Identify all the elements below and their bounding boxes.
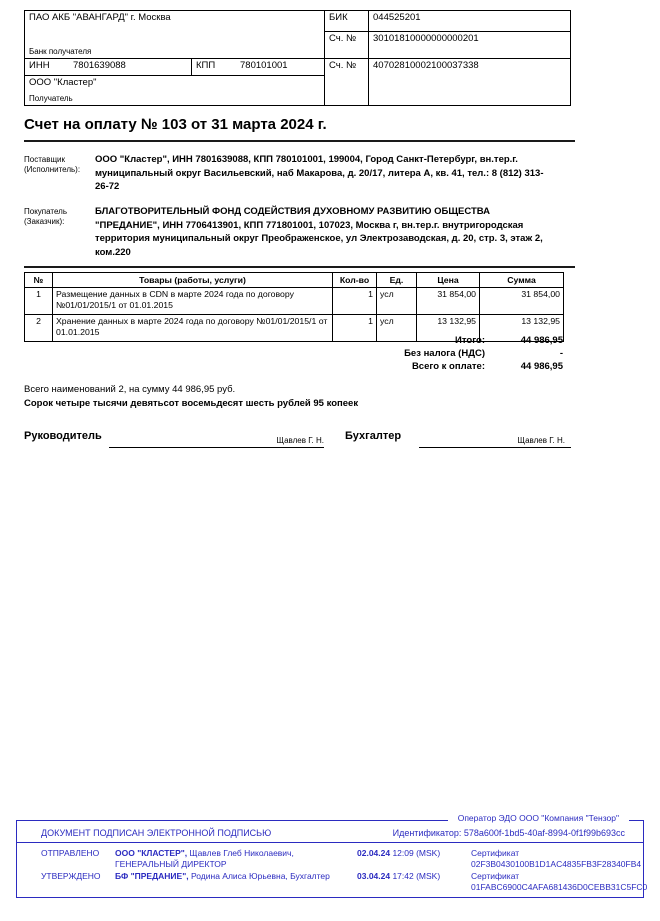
stamp-header	[17, 821, 643, 843]
stamp-party	[115, 848, 349, 869]
bank-name-caption: Банк получателя	[29, 47, 92, 56]
header-qty: Кол-во	[333, 273, 377, 288]
kpp-label: КПП	[196, 60, 216, 71]
stamp-row-approved	[17, 869, 648, 892]
account-value: 40702810002100037338	[369, 59, 571, 106]
total-label: Всего к оплате:	[411, 361, 485, 372]
esign-stamp	[16, 813, 648, 898]
totals-block	[300, 334, 563, 373]
header-num: №	[25, 273, 53, 288]
stamp-datetime	[357, 848, 463, 869]
item-qty: 1	[333, 315, 377, 342]
title-divider	[24, 140, 575, 142]
kpp-value: 780101001	[240, 60, 288, 71]
stamp-time: 17:42 (MSK)	[390, 871, 441, 881]
stamp-datetime	[357, 871, 463, 892]
amount-in-words: Сорок четыре тысячи девятьсот восемьдесят шесть рублей 95 копеек	[24, 398, 359, 409]
account-label: Сч. №	[325, 59, 369, 106]
stamp-rows	[17, 843, 648, 892]
accountant-name: Щавлев Г. Н.	[517, 436, 565, 445]
item-unit: усл	[377, 315, 417, 342]
stamp-certificate: Сертификат 02F3B0430100B1D1AC4835FB3F28340FB4	[471, 848, 642, 869]
stamp-party-name: ООО "КЛАСТЕР",	[115, 848, 188, 858]
item-sum: 31 854,00	[480, 288, 564, 315]
bik-value: 044525201	[369, 11, 571, 32]
kpp-cell	[192, 59, 325, 76]
item-unit: усл	[377, 288, 417, 315]
stamp-party-person: Щавлев Глеб Николаевич, ГЕНЕРАЛЬНЫЙ ДИРЕКТОР	[115, 848, 294, 869]
supplier-label-line2: (Исполнитель):	[24, 165, 81, 174]
table-row	[25, 288, 564, 315]
supplier-label-line1: Поставщик	[24, 155, 66, 164]
header-unit: Ед.	[377, 273, 417, 288]
items-summary: Всего наименований 2, на сумму 44 986,95 руб.	[24, 384, 236, 395]
inn-cell	[25, 59, 192, 76]
director-title: Руководитель	[24, 430, 102, 442]
bik-label: БИК	[325, 11, 369, 32]
supplier-label	[24, 155, 94, 175]
total-label: Без налога (НДС)	[404, 348, 485, 359]
buyer-label-line2: (Заказчик):	[24, 217, 65, 226]
director-name: Щавлев Г. Н.	[276, 436, 324, 445]
stamp-party-person: Родина Алиса Юрьевна, Бухгалтер	[188, 871, 330, 881]
items-divider	[24, 266, 575, 268]
director-signature-line	[109, 432, 324, 448]
identifier: Идентификатор: 578a600f-1bd5-40af-8994-0f1f99b693cc	[392, 828, 625, 838]
accountant-title: Бухгалтер	[345, 430, 402, 442]
inn-label: ИНН	[29, 60, 50, 71]
totals-row-total-due	[300, 360, 563, 373]
totals-row-nds	[300, 347, 563, 360]
stamp-row-sent	[17, 846, 643, 869]
corr-account-value: 30101810000000000201	[369, 32, 571, 59]
item-price: 13 132,95	[417, 315, 480, 342]
item-name: Размещение данных в CDN в марте 2024 года по договору №01/01/2015/1 от 01.01.2015	[53, 288, 333, 315]
totals-row-itogo	[300, 334, 563, 347]
item-name: Хранение данных в марте 2024 года по договору №01/01/2015/1 от 01.01.2015	[53, 315, 333, 342]
accountant-signature-line	[419, 432, 571, 448]
stamp-party-name: БФ "ПРЕДАНИЕ",	[115, 871, 189, 881]
header-name: Товары (работы, услуги)	[53, 273, 333, 288]
inn-value: 7801639088	[73, 60, 126, 71]
stamp-party	[115, 871, 349, 892]
bank-name: ПАО АКБ "АВАНГАРД" г. Москва	[29, 12, 171, 23]
recipient-name: ООО "Кластер"	[29, 77, 97, 88]
stamp-status: УТВЕРЖДЕНО	[41, 871, 101, 881]
item-sum: 13 132,95	[480, 315, 564, 342]
item-num: 1	[25, 288, 53, 315]
corr-account-label: Сч. №	[325, 32, 369, 59]
stamp-status: ОТПРАВЛЕНО	[41, 848, 100, 858]
stamp-date: 02.04.24	[357, 848, 391, 858]
stamp-certificate: Сертификат 01FABC6900C4AFA681436D0CEBB31C5FC0	[471, 871, 648, 892]
total-label: Итого:	[455, 335, 485, 346]
stamp-time: 12:09 (MSK)	[390, 848, 441, 858]
total-value: 44 986,95	[520, 335, 563, 346]
buyer-label	[24, 207, 94, 227]
stamp-date: 03.04.24	[357, 871, 391, 881]
items-table	[24, 272, 564, 342]
invoice-title: Счет на оплату № 103 от 31 марта 2024 г.	[24, 116, 327, 133]
recipient-cell	[25, 76, 325, 106]
edo-operator: Оператор ЭДО ООО "Компания "Тензор"	[448, 813, 629, 823]
header-price: Цена	[417, 273, 480, 288]
recipient-caption: Получатель	[29, 94, 73, 103]
buyer-value: БЛАГОТВОРИТЕЛЬНЫЙ ФОНД СОДЕЙСТВИЯ ДУХОВНОМУ РАЗВИТИЮ ОБЩЕСТВА "ПРЕДАНИЕ", ИНН 7706413901, КПП 771801001, 107023, Москва г, вн.тер.г. внутригородская территория муниципальный округ Преображенское, ул Электрозаводская, д. 20, стр. 3, этаж 2, ком.220	[95, 206, 543, 258]
total-value: -	[559, 348, 563, 359]
total-value: 44 986,95	[520, 361, 563, 372]
header-sum: Сумма	[480, 273, 564, 288]
supplier-value: ООО "Кластер", ИНН 7801639088, КПП 780101001, 199004, Город Санкт-Петербург, вн.тер.г. муниципальный округ Васильевский, наб Макарова, д. 20/17, литера А, кв. 41, тел.: 8 (812) 313-26-72	[95, 154, 544, 192]
bank-name-cell	[25, 11, 325, 59]
signed-title: ДОКУМЕНТ ПОДПИСАН ЭЛЕКТРОННОЙ ПОДПИСЬЮ	[41, 828, 272, 838]
items-header-row	[25, 273, 564, 288]
item-price: 31 854,00	[417, 288, 480, 315]
buyer-label-line1: Покупатель	[24, 207, 67, 216]
item-num: 2	[25, 315, 53, 342]
bank-requisites-table	[24, 10, 571, 106]
item-qty: 1	[333, 288, 377, 315]
